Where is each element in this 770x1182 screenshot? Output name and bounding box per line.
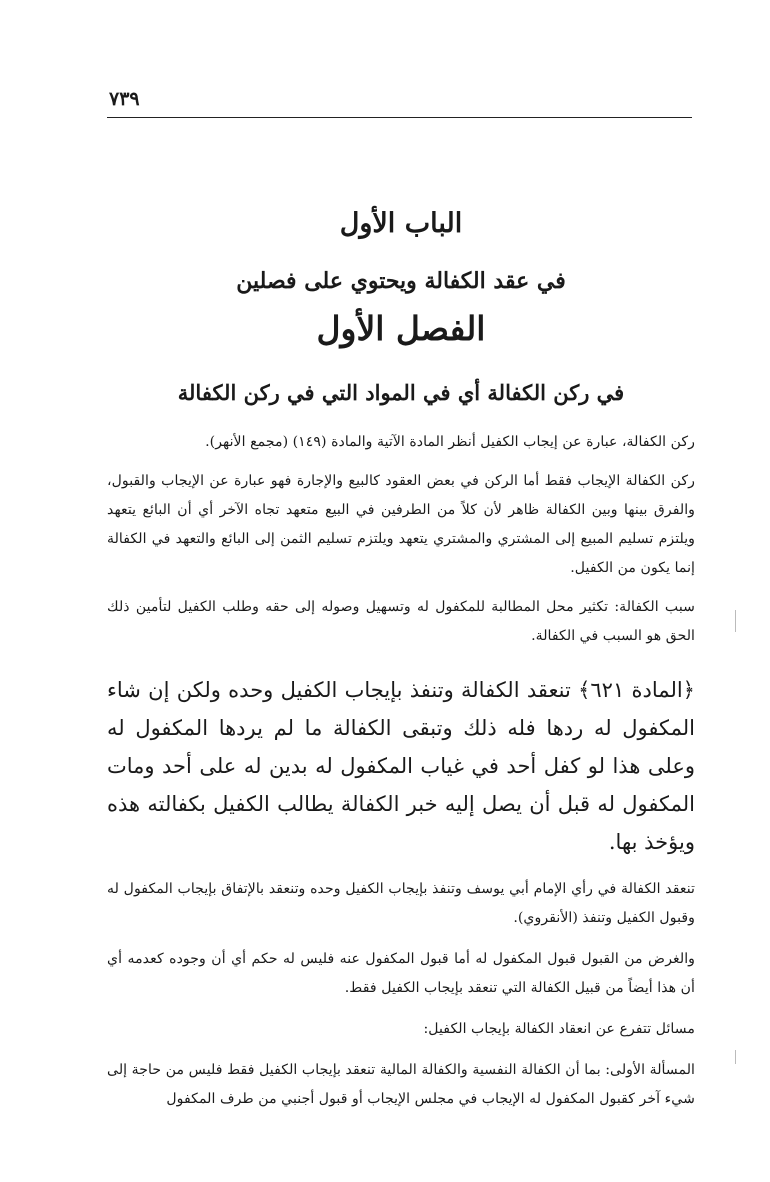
paragraph-abu-yusuf: تنعقد الكفالة في رأي الإمام أبي يوسف وتنفذ بإيجاب الكفيل وحده وتنعقد بالإتفاق بإيجاب المكفول له وقبول الكفيل وتنفذ (الأنقروي).	[107, 881, 695, 926]
paragraph-acceptance: والغرض من القبول قبول المكفول له أما قبول المكفول عنه فليس له حكم أي أن وجوده كعدمه أي أن هذا أيضاً من قبيل الكفالة التي تنعقد بإيجاب الكفيل فقط.	[107, 951, 695, 996]
paragraph-cause: سبب الكفالة: تكثير محل المطالبة للمكفول له وتسهيل وصوله إلى حقه وطلب الكفيل لتأمين ذلك الحق هو السبب في الكفالة.	[107, 599, 695, 644]
paragraph-pillar-explanation: ركن الكفالة الإيجاب فقط أما الركن في بعض العقود كالبيع والإجارة فهو عبارة عن الإيجاب والقبول، والفرق بينها وبين الكفالة ظاهر لأن كلاً من الطرفين في البيع متعهد تجاه الآخر أي أن البائع يتعهد ويلتزم تسليم المبيع إلى المشتري والمشتري يتعهد ويلتزم تسليم الثمن إلى البائع والتعهد في الكفالة إنما يكون من الكفيل.	[107, 473, 695, 576]
chapter-title: الباب الأول	[339, 208, 463, 239]
paragraph-issues-heading: مسائل تتفرع عن انعقاد الكفالة بإيجاب الكفيل:	[423, 1021, 695, 1037]
page-number: ٧٣٩	[109, 88, 140, 110]
header-rule	[107, 117, 692, 118]
article-621: ﴿المادة ٦٢١﴾ تنعقد الكفالة وتنفذ بإيجاب الكفيل وحده ولكن إن شاء المكفول له ردها فله ذلك وتبقى الكفالة ما لم يردها المكفول له وعلى هذا لو كفل أحد في غياب المكفول له بدين له على أحد ومات المكفول له قبل أن يصل إليه خبر الكفالة يطالب الكفيل بكفالته هذه ويؤخذ بها.	[107, 678, 695, 854]
chapter-subtitle: في عقد الكفالة ويحتوي على فصلين	[236, 268, 566, 294]
paragraph-first-issue: المسألة الأولى: بما أن الكفالة النفسية والكفالة المالية تنعقد بإيجاب الكفيل فقط فليس من حاجة إلى شيء آخر كقبول المكفول له الإيجاب في مجلس الإيجاب أو قبول أجنبي من طرف المكفول	[107, 1062, 695, 1107]
section-subtitle: في ركن الكفالة أي في المواد التي في ركن الكفالة	[177, 380, 625, 405]
margin-mark	[735, 1050, 736, 1064]
page-content	[107, 200, 695, 1114]
margin-mark	[735, 610, 736, 632]
paragraph-pillar-definition: ركن الكفالة، عبارة عن إيجاب الكفيل أنظر المادة الآتية والمادة (١٤٩) (مجمع الأنهر).	[205, 434, 695, 450]
section-title: الفصل الأول	[316, 309, 486, 348]
